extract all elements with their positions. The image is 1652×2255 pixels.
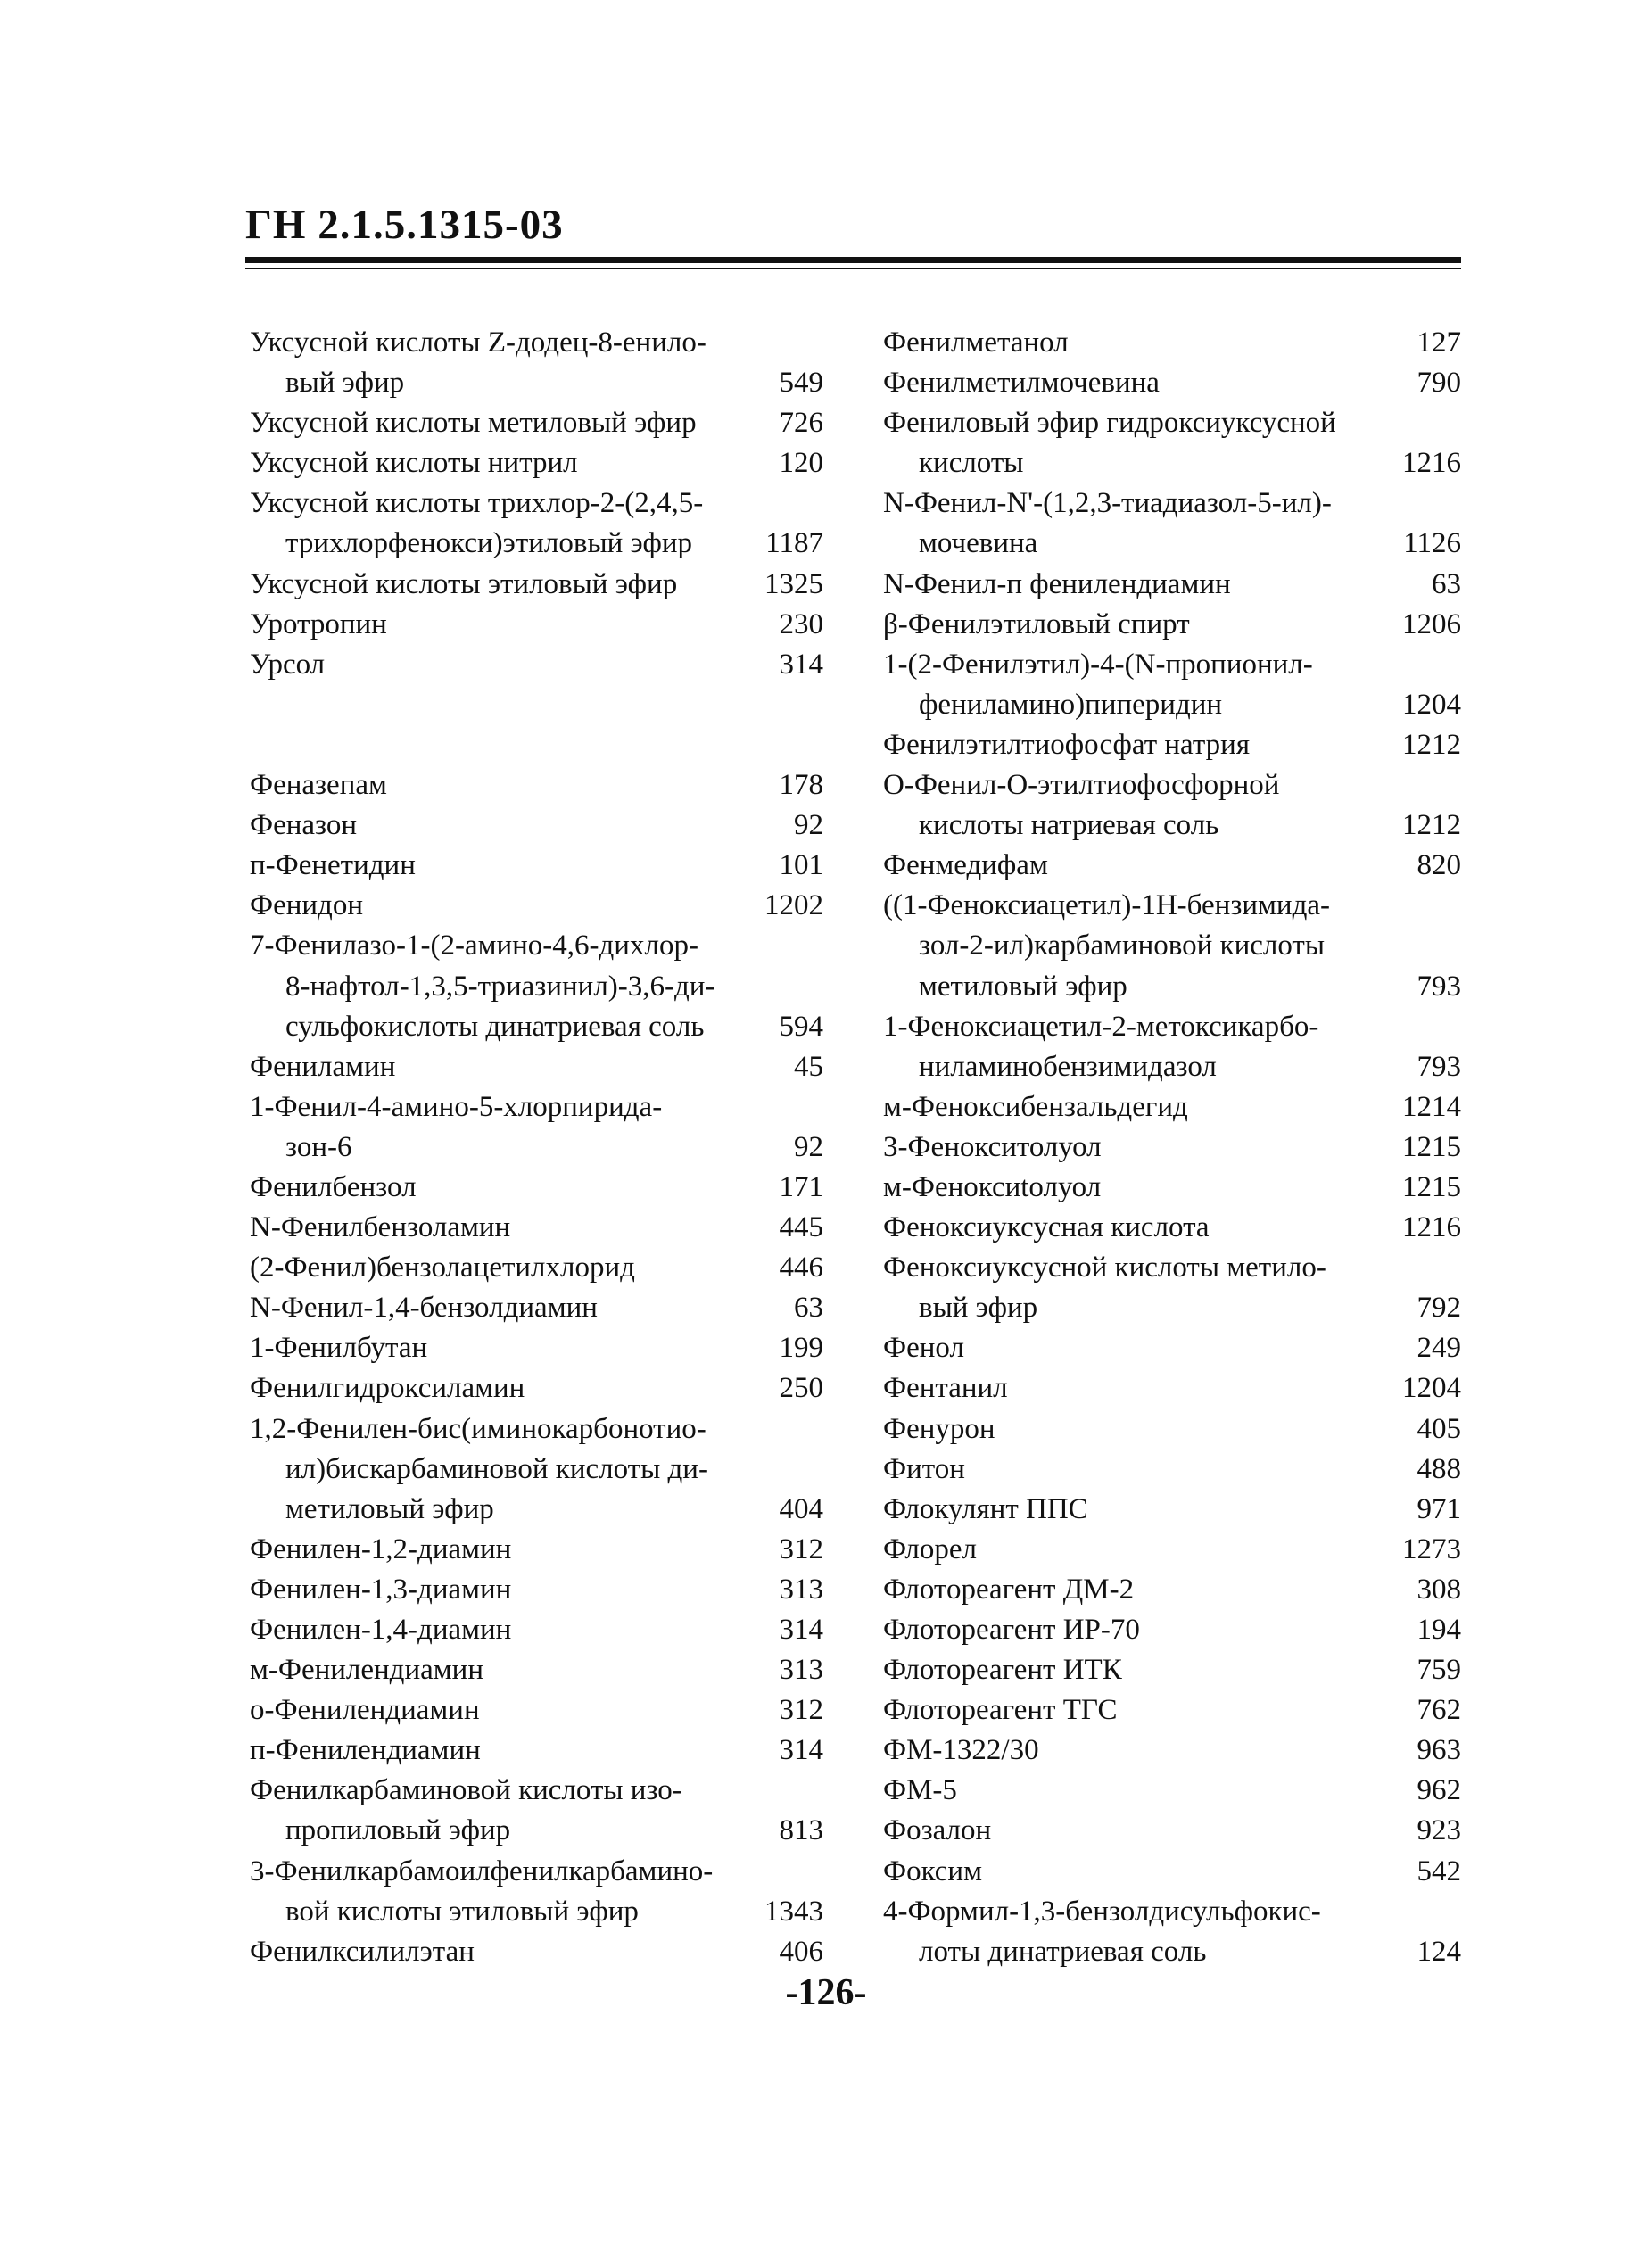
index-entry: [250, 805, 823, 846]
index-entry-text: Фенол: [883, 1332, 964, 1365]
index-entry-text: Флотореагент ИР-70: [883, 1614, 1140, 1646]
index-entry-term: [250, 1087, 823, 1128]
index-entry-text: N-Фенил-п фенилендиамин: [883, 567, 1231, 600]
index-entry-term: [883, 1892, 1461, 1932]
index-entry-text: Фенмедифам: [883, 849, 1048, 882]
index-entry: [250, 1208, 823, 1248]
index-entry-text: кислоты натриевая соль: [919, 809, 1219, 842]
index-entry-text: п-Фенилендиамин: [250, 1734, 481, 1767]
index-entry-term: [250, 443, 823, 483]
index-entry-term: [250, 645, 823, 685]
index-entry: [250, 1852, 823, 1932]
index-entry-page-ref: 312: [779, 1532, 823, 1565]
index-entry-term: [883, 1610, 1461, 1650]
index-entry-text: Флорел: [883, 1532, 978, 1565]
index-entry-term: [883, 725, 1461, 765]
index-entry-page-ref: 194: [1417, 1614, 1461, 1646]
index-entry-text: 1-Феноксиацетил-2-метоксикарбо-: [883, 1010, 1319, 1043]
index-entry-text: ФМ-5: [883, 1774, 957, 1807]
index-entry-continuation: [250, 1892, 823, 1932]
index-entry-term: [250, 605, 823, 645]
index-entry: [250, 443, 823, 483]
index-entry: [883, 565, 1461, 605]
index-entry-text: вый эфир: [919, 1292, 1038, 1325]
index-entry-continuation: [250, 1128, 823, 1168]
index-entry-term: [883, 1690, 1461, 1730]
index-entry-page-ref: 45: [794, 1050, 823, 1083]
index-entry-term: [250, 1208, 823, 1248]
index-entry-text: 3-Фенокситолуол: [883, 1130, 1102, 1163]
index-entry-term: [250, 1328, 823, 1368]
index-entry-page-ref: 488: [1417, 1452, 1461, 1485]
index-entry-text: Уксусной кислоты метиловый эфир: [250, 407, 697, 440]
index-entry-term: [250, 483, 823, 524]
index-entry-page-ref: 178: [779, 769, 823, 802]
section-gap: [250, 685, 823, 765]
index-entry-text: пропиловый эфир: [285, 1814, 511, 1847]
index-entry-continuation: [250, 524, 823, 564]
index-entry: [883, 1368, 1461, 1408]
index-entry-continuation: [250, 1450, 823, 1490]
index-entry-continuation: [883, 805, 1461, 846]
index-entry-text: мочевина: [919, 527, 1038, 560]
index-entry-text: метиловый эфир: [285, 1492, 494, 1525]
index-entry-continuation: [883, 1047, 1461, 1087]
index-entry: [883, 1248, 1461, 1328]
index-entry-term: [250, 1288, 823, 1328]
index-entry-term: [883, 1650, 1461, 1690]
index-entry-term: [883, 886, 1461, 926]
index-entry-text: Фенилен-1,3-диамин: [250, 1573, 512, 1606]
index-entry-text: Фенилгидроксиламин: [250, 1372, 525, 1405]
index-entry-text: метиловый эфир: [919, 970, 1127, 1003]
index-entry-text: Уксусной кислоты нитрил: [250, 447, 578, 480]
index-entry-page-ref: 793: [1417, 970, 1461, 1003]
index-entry-page-ref: 542: [1417, 1854, 1461, 1887]
index-entry: [883, 403, 1461, 483]
index-entry: [883, 1570, 1461, 1610]
index-entry: [883, 1208, 1461, 1248]
index-entry-page-ref: 963: [1417, 1734, 1461, 1767]
index-entry-text: Фенилен-1,4-диамин: [250, 1614, 512, 1646]
index-entry-page-ref: 230: [779, 607, 823, 640]
index-entry-page-ref: 792: [1417, 1292, 1461, 1325]
index-entry-text: Феназепам: [250, 769, 387, 802]
index-entry-continuation: [883, 926, 1461, 966]
index-entry-term: [250, 1368, 823, 1408]
index-entry: [883, 725, 1461, 765]
index-entry-text: Флокулянт ППС: [883, 1492, 1088, 1525]
index-entry-text: м-Феноксибензальдегид: [883, 1090, 1188, 1123]
index-entry: [250, 1328, 823, 1368]
header-rule-thick: [245, 257, 1461, 263]
index-entry-term: [250, 565, 823, 605]
index-entry-page-ref: 127: [1417, 326, 1461, 359]
index-entry-page-ref: 594: [779, 1010, 823, 1043]
index-entry: [883, 1490, 1461, 1530]
index-entry-text: Флотореагент ТГС: [883, 1694, 1118, 1727]
index-entry-page-ref: 1126: [1403, 527, 1461, 560]
index-entry: [883, 1852, 1461, 1892]
index-entry-text: (2-Фенил)бензолацетилхлорид: [250, 1251, 635, 1284]
index-entry-continuation: [250, 1490, 823, 1530]
index-entry-continuation: [883, 1932, 1461, 1972]
index-entry-text: Уксусной кислоты этиловый эфир: [250, 567, 678, 600]
index-entry-text: 8-нафтол-1,3,5-триазинил)-3,6-ди-: [285, 970, 715, 1003]
index-entry-term: [883, 1368, 1461, 1408]
index-entry-text: ил)бискарбаминовой кислоты ди-: [285, 1452, 708, 1485]
index-entry-text: Фениламин: [250, 1050, 396, 1083]
index-entry-term: [883, 1852, 1461, 1892]
index-entry-text: фениламино)пиперидин: [919, 688, 1223, 721]
index-entry-page-ref: 1204: [1402, 1372, 1461, 1405]
index-entry-term: [883, 1007, 1461, 1047]
index-entry-page-ref: 250: [779, 1372, 823, 1405]
index-entry-page-ref: 92: [794, 809, 823, 842]
index-entry-continuation: [250, 1007, 823, 1047]
index-entry-text: Фенурон: [883, 1412, 995, 1445]
index-entry-page-ref: 759: [1417, 1654, 1461, 1687]
index-entry-text: Урсол: [250, 648, 326, 681]
index-entry-term: [883, 1730, 1461, 1771]
index-entry-text: 4-Формил-1,3-бензолдисульфокис-: [883, 1895, 1321, 1928]
index-entry: [883, 323, 1461, 363]
index-entry: [250, 1288, 823, 1328]
index-entry: [250, 926, 823, 1046]
index-entry-text: 1-Фенил-4-амино-5-хлорпирида-: [250, 1090, 663, 1123]
index-entry-text: N-Фенил-1,4-бензолдиамин: [250, 1292, 598, 1325]
index-entry-page-ref: 101: [779, 849, 823, 882]
index-entry: [250, 645, 823, 685]
index-entry-page-ref: 406: [779, 1935, 823, 1968]
index-entry: [250, 1570, 823, 1610]
index-entry-page-ref: 171: [779, 1170, 823, 1203]
index-entry-term: [883, 1811, 1461, 1851]
index-entry-text: Уротропин: [250, 607, 387, 640]
index-entry: [250, 1650, 823, 1690]
index-entry-term: [883, 1490, 1461, 1530]
index-entry: [883, 1610, 1461, 1650]
index-entry-page-ref: 1215: [1402, 1130, 1461, 1163]
index-entry: [883, 1328, 1461, 1368]
index-entry: [250, 1248, 823, 1288]
index-entry-page-ref: 762: [1417, 1694, 1461, 1727]
index-entry-term: [883, 323, 1461, 363]
index-entry-page-ref: 1206: [1402, 607, 1461, 640]
index-entry: [250, 1730, 823, 1771]
index-entry-term: [250, 1932, 823, 1972]
index-entry: [250, 1409, 823, 1530]
index-entry: [883, 363, 1461, 403]
index-entry: [250, 1932, 823, 1972]
index-entry: [250, 323, 823, 403]
index-entry-text: м-Фенилендиамин: [250, 1654, 483, 1687]
index-entry-term: [883, 605, 1461, 645]
index-entry-term: [883, 1087, 1461, 1128]
index-entry-text: Фоксим: [883, 1854, 982, 1887]
index-entry: [883, 483, 1461, 564]
index-entry-term: [883, 645, 1461, 685]
index-entry: [883, 1128, 1461, 1168]
index-entry-page-ref: 1187: [765, 527, 823, 560]
index-entry-text: Феноксиуксусная кислота: [883, 1211, 1210, 1244]
index-entry-continuation: [250, 363, 823, 403]
index-entry-text: Фенилбензол: [250, 1170, 417, 1203]
index-entry-text: п-Фенетидин: [250, 849, 416, 882]
index-entry-text: Фозалон: [883, 1814, 992, 1847]
index-entry: [883, 1730, 1461, 1771]
index-entry-term: [250, 1248, 823, 1288]
index-entry: [883, 645, 1461, 725]
index-entry: [883, 846, 1461, 886]
index-entry-page-ref: 308: [1417, 1573, 1461, 1606]
index-entry-text: 1,2-Фенилен-бис(иминокарбонотио-: [250, 1412, 706, 1445]
index-entry-text: Феназон: [250, 809, 358, 842]
index-entry-text: Фенилкарбаминовой кислоты изо-: [250, 1774, 682, 1807]
index-entry-text: Фенидон: [250, 889, 363, 922]
index-entry: [250, 1087, 823, 1168]
index-entry-term: [883, 846, 1461, 886]
index-entry: [250, 1047, 823, 1087]
index-entry-page-ref: 120: [779, 447, 823, 480]
index-entry-page-ref: 1216: [1402, 1211, 1461, 1244]
index-entry-continuation: [250, 1811, 823, 1851]
index-entry: [250, 483, 823, 564]
index-entry-text: Уксусной кислоты Z-додец-8-енило-: [250, 326, 706, 359]
index-entry-text: Фенилксилилэтан: [250, 1935, 475, 1968]
index-entry: [250, 1771, 823, 1851]
index-entry-term: [883, 1450, 1461, 1490]
index-entry-term: [883, 1128, 1461, 1168]
index-entry-page-ref: 549: [779, 367, 823, 400]
index-entry-text: О-Фенил-О-этилтиофосфорной: [883, 769, 1280, 802]
index-entry: [250, 1610, 823, 1650]
index-entry-text: N-Фенил-N'-(1,2,3-тиадиазол-5-ил)-: [883, 487, 1332, 520]
index-entry-text: кислоты: [919, 447, 1024, 480]
index-entry-term: [250, 1530, 823, 1570]
index-entry: [883, 1811, 1461, 1851]
index-entry-text: 3-Фенилкарбамоилфенилкарбамино-: [250, 1854, 714, 1887]
index-entry-term: [883, 403, 1461, 443]
index-entry-text: Фитон: [883, 1452, 965, 1485]
index-entry-page-ref: 1212: [1402, 809, 1461, 842]
index-entry-term: [883, 1168, 1461, 1208]
index-entry-page-ref: 63: [1432, 567, 1461, 600]
index-entry-term: [250, 846, 823, 886]
index-entry-page-ref: 446: [779, 1251, 823, 1284]
index-entry-term: [883, 1570, 1461, 1610]
index-entry-page-ref: 63: [794, 1292, 823, 1325]
index-entry-page-ref: 923: [1417, 1814, 1461, 1847]
index-entry-term: [250, 1047, 823, 1087]
index-column-right: [883, 323, 1461, 1972]
index-entry: [883, 765, 1461, 846]
index-entry-text: ((1-Феноксиацетил)-1Н-бензимида-: [883, 889, 1330, 922]
index-entry: [883, 1450, 1461, 1490]
index-entry-page-ref: 92: [794, 1130, 823, 1163]
index-entry: [883, 1007, 1461, 1087]
index-entry-text: N-Фенилбензоламин: [250, 1211, 511, 1244]
index-entry: [250, 565, 823, 605]
index-entry-text: Фениловый эфир гидроксиуксусной: [883, 407, 1336, 440]
index-entry-page-ref: 726: [779, 407, 823, 440]
index-entry-text: вой кислоты этиловый эфир: [285, 1895, 639, 1928]
index-entry-page-ref: 1216: [1402, 447, 1461, 480]
index-entry-term: [250, 1771, 823, 1811]
index-entry-term: [250, 1610, 823, 1650]
index-entry-term: [883, 1208, 1461, 1248]
index-entry-text: 1-Фенилбутан: [250, 1332, 428, 1365]
header-rule-thin: [245, 268, 1461, 269]
index-entry-text: вый эфир: [285, 367, 405, 400]
index-entry-continuation: [883, 685, 1461, 725]
index-entry: [250, 605, 823, 645]
index-entry-text: Фенилен-1,2-диамин: [250, 1532, 512, 1565]
index-entry-term: [883, 483, 1461, 524]
index-entry: [250, 1168, 823, 1208]
index-entry-text: Феноксиуксусной кислоты метило-: [883, 1251, 1326, 1284]
index-entry-page-ref: 199: [779, 1332, 823, 1365]
index-entry-text: ФМ-1322/30: [883, 1734, 1039, 1767]
index-entry-page-ref: 1325: [764, 567, 823, 600]
index-entry-text: лоты динатриевая соль: [919, 1935, 1207, 1968]
index-entry-page-ref: 962: [1417, 1774, 1461, 1807]
index-entry: [883, 1409, 1461, 1450]
index-entry: [250, 886, 823, 926]
index-entry-term: [250, 1650, 823, 1690]
index-entry-continuation: [250, 967, 823, 1007]
index-entry-term: [250, 1730, 823, 1771]
index-entry-term: [883, 1248, 1461, 1288]
index-entry-page-ref: 405: [1417, 1412, 1461, 1445]
index-entry-term: [883, 1530, 1461, 1570]
index-entry-page-ref: 124: [1417, 1935, 1461, 1968]
index-entry-page-ref: 404: [779, 1492, 823, 1525]
index-entry-term: [883, 1409, 1461, 1450]
index-entry-text: β-Фенилэтиловый спирт: [883, 607, 1190, 640]
index-entry-page-ref: 1202: [764, 889, 823, 922]
index-entry-page-ref: 820: [1417, 849, 1461, 882]
index-entry: [883, 1771, 1461, 1811]
index-entry-text: ниламинобензимидазол: [919, 1050, 1217, 1083]
index-entry: [883, 1650, 1461, 1690]
index-entry-text: о-Фенилендиамин: [250, 1694, 480, 1727]
index-entry-continuation: [883, 967, 1461, 1007]
index-entry: [883, 1690, 1461, 1730]
index-entry-page-ref: 1214: [1402, 1090, 1461, 1123]
index-entry-page-ref: 813: [779, 1814, 823, 1847]
index-entry: [250, 765, 823, 805]
index-entry: [250, 1368, 823, 1408]
index-entry-page-ref: 1204: [1402, 688, 1461, 721]
index-entry-page-ref: 312: [779, 1694, 823, 1727]
index-entry-text: Фенилметанол: [883, 326, 1069, 359]
index-entry-continuation: [883, 443, 1461, 483]
index-entry: [250, 846, 823, 886]
index-entry-page-ref: 314: [779, 1734, 823, 1767]
index-entry: [250, 1530, 823, 1570]
index-entry-page-ref: 314: [779, 1614, 823, 1646]
index-entry-text: зол-2-ил)карбаминовой кислоты: [919, 929, 1326, 962]
index-column-left: [250, 323, 823, 1972]
index-entry-text: Флотореагент ДМ-2: [883, 1573, 1135, 1606]
index-entry-term: [250, 1409, 823, 1450]
index-entry-page-ref: 313: [779, 1573, 823, 1606]
index-entry-term: [250, 926, 823, 966]
index-entry-page-ref: 1212: [1402, 728, 1461, 761]
index-entry-term: [883, 1328, 1461, 1368]
index-entry-term: [250, 1570, 823, 1610]
index-entry-term: [883, 765, 1461, 805]
index-entry-term: [250, 1690, 823, 1730]
index-entry-term: [250, 323, 823, 363]
index-entry: [250, 403, 823, 443]
index-entry-page-ref: 314: [779, 648, 823, 681]
index-entry-term: [250, 1168, 823, 1208]
index-entry-text: м-Феноксиtолуол: [883, 1170, 1102, 1203]
index-entry-term: [883, 565, 1461, 605]
index-entry-term: [250, 765, 823, 805]
index-entry: [883, 886, 1461, 1006]
index-entry-text: Уксусной кислоты трихлор-2-(2,4,5-: [250, 487, 704, 520]
index-entry-term: [250, 805, 823, 846]
index-entry: [883, 1168, 1461, 1208]
index-entry-text: Флотореагент ИТК: [883, 1654, 1122, 1687]
index-entry-text: трихлорфенокси)этиловый эфир: [285, 527, 693, 560]
index-entry-text: зон-6: [285, 1130, 352, 1163]
index-entry: [883, 605, 1461, 645]
index-entry-continuation: [883, 1288, 1461, 1328]
index-entry-text: Фенилметилмочевина: [883, 367, 1160, 400]
document-header-title: ГН 2.1.5.1315-03: [245, 202, 564, 248]
index-entry-term: [250, 886, 823, 926]
index-entry: [883, 1087, 1461, 1128]
page-number: -126-: [785, 1972, 867, 2013]
index-entry-text: Фенилэтилтиофосфат натрия: [883, 728, 1251, 761]
index-entry: [883, 1892, 1461, 1972]
index-entry-continuation: [883, 524, 1461, 564]
index-entry-page-ref: 1215: [1402, 1170, 1461, 1203]
index-entry-page-ref: 1343: [764, 1895, 823, 1928]
index-entry-term: [250, 1852, 823, 1892]
index-entry-page-ref: 1273: [1402, 1532, 1461, 1565]
index-entry-text: сульфокислоты динатриевая соль: [285, 1010, 705, 1043]
index-entry-page-ref: 971: [1417, 1492, 1461, 1525]
index-entry-page-ref: 445: [779, 1211, 823, 1244]
index-entry-page-ref: 793: [1417, 1050, 1461, 1083]
index-entry-text: Фентанил: [883, 1372, 1008, 1405]
index-entry-page-ref: 313: [779, 1654, 823, 1687]
index-entry: [250, 1690, 823, 1730]
index-entry: [883, 1530, 1461, 1570]
index-entry-page-ref: 249: [1417, 1332, 1461, 1365]
index-entry-text: 1-(2-Фенилэтил)-4-(N-пропионил-: [883, 648, 1313, 681]
index-entry-term: [250, 403, 823, 443]
index-entry-term: [883, 363, 1461, 403]
index-entry-text: 7-Фенилазо-1-(2-амино-4,6-дихлор-: [250, 929, 698, 962]
index-entry-term: [883, 1771, 1461, 1811]
index-entry-page-ref: 790: [1417, 367, 1461, 400]
